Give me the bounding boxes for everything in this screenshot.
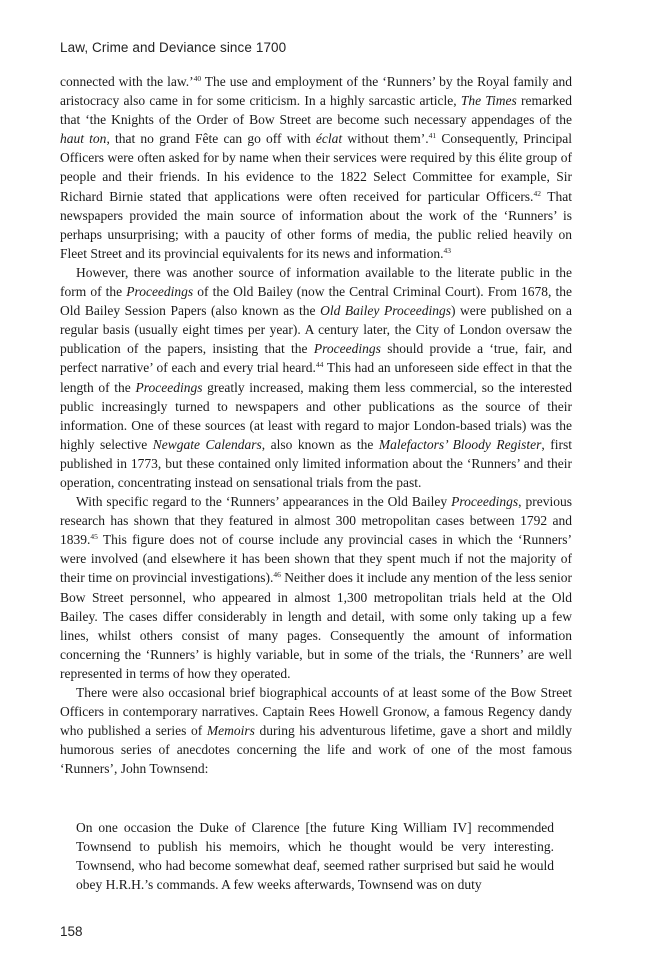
text-run: remarked that ‘the Knights of the Order of Bow Street are become such necessary appendages of the xyxy=(60,93,572,128)
footnote-marker: 43 xyxy=(443,245,452,255)
footnote-marker: 46 xyxy=(273,570,281,580)
italic-text: Proceedings xyxy=(313,341,381,357)
text-run: That newspapers provided the main source of information about the work of the ‘Runners’ is perhaps unsurprising; with a paucity of other forms of media, the public relied heavily on Fleet Street and its provincial equivalents for its news and information. xyxy=(60,188,572,261)
text-run: However, there was another source of information available to the literate public in the form of the xyxy=(60,264,572,300)
block-quote-text: On one occasion the Duke of Clarence [the future King William IV] recommended Townsend to publish his memoirs, which he thought would be very interesting. Townsend, who had become somewhat deaf, seemed rather surprised but said he would obey H.R.H.’s commands. A few weeks afterwards, Townsend was on duty xyxy=(76,820,554,893)
text-run: , previous research has shown that they featured in almost 300 metropolitan cases between 1792 and 1839. xyxy=(60,494,572,548)
italic-text: Memoirs xyxy=(206,723,255,739)
body-text xyxy=(60,72,572,778)
text-run: This figure does not of course include any provincial cases in which the ‘Runners’ were involved (and elsewhere it has been shown that they spent much if not the majority of their time on provincial investigations). xyxy=(60,532,572,586)
text-run: should provide a ‘true, fair, and perfect narrative’ of each and every trial heard. xyxy=(60,341,572,376)
footnote-marker: 42 xyxy=(533,188,541,198)
body-paragraph xyxy=(60,683,572,778)
text-run: This had an unforeseen side effect in that the length of the xyxy=(60,360,572,395)
text-run: , that no grand Fête can go off with xyxy=(106,131,316,147)
text-run: Consequently, Principal Officers were often asked for by name when their services were required by this élite group of people and their friends. In his evidence to the 1822 Select Committee for example, Sir Richard Birnie stated that applications were often received for particular Officers. xyxy=(60,131,572,204)
text-run: greatly increased, making them less commercial, so the interested public increasingly turned to newspapers and other publications as the source of their information. One of these sources (at least with regard to major London-based trials) was the highly selective xyxy=(60,379,572,452)
text-run: ) were published on a regular basis (usually eight times per year). A century later, the City of London oversaw the publication of the papers, insisting that the xyxy=(60,303,572,357)
text-run: With specific regard to the ‘Runners’ appearances in the Old Bailey xyxy=(76,494,452,510)
italic-text: éclat xyxy=(315,131,343,147)
text-run: , first published in 1773, but these contained only limited information about the ‘Runners’ and their operation, concentrating instead on sensational trials from the past. xyxy=(60,436,573,490)
footnote-marker: 40 xyxy=(193,74,202,83)
italic-text: Proceedings xyxy=(451,494,519,510)
text-run: Neither does it include any mention of the less senior Bow Street personnel, who appeared in almost 1,300 metropolitan trials held at the Old Bailey. The cases differ considerably in length and detail, with some only taking up a few lines, whilst others consist of many pages. Consequently the amount of information concerning the ‘Runners’ is highly variable, but in some of the trials, the ‘Runners’ are well represented in terms of how they operated. xyxy=(60,570,572,681)
block-quote xyxy=(76,818,554,894)
text-run: There were also occasional brief biographical accounts of at least some of the Bow Street Officers in contemporary narratives. Captain Rees Howell Gronow, a famous Regency dandy who published a series of xyxy=(60,685,572,739)
footnote-marker: 45 xyxy=(90,532,98,542)
footnote-marker: 41 xyxy=(428,131,437,141)
italic-text: Proceedings xyxy=(126,284,194,300)
running-head: Law, Crime and Deviance since 1700 xyxy=(60,40,287,55)
italic-text: The Times xyxy=(460,93,517,109)
body-paragraph xyxy=(60,492,572,683)
text-run: connected with the law.’ xyxy=(60,74,194,89)
italic-text: Old Bailey Proceedings xyxy=(320,303,451,319)
text-run: of the Old Bailey (now the Central Criminal Court). From 1678, the Old Bailey Session Papers (also known as the xyxy=(60,284,572,319)
italic-text: haut ton xyxy=(60,131,107,147)
footnote-marker: 44 xyxy=(315,360,324,370)
body-paragraph xyxy=(60,72,572,263)
text-run: without them’. xyxy=(342,131,429,147)
page-number: 158 xyxy=(60,924,83,939)
italic-text: Newgate Calendars xyxy=(152,436,262,452)
text-run: during his adventurous lifetime, gave a short and mildly humorous series of anecdotes concerning the life and work of one of the most famous ‘Runners’, John Townsend: xyxy=(60,723,572,777)
body-paragraph xyxy=(60,263,572,492)
text-run: , also known as the xyxy=(261,436,379,452)
text-run: The use and employment of the ‘Runners’ by the Royal family and aristocracy also came in for some criticism. In a highly sarcastic article, xyxy=(60,74,572,109)
italic-text: Proceedings xyxy=(135,379,203,395)
italic-text: Malefactors’ Bloody Register xyxy=(378,436,542,452)
